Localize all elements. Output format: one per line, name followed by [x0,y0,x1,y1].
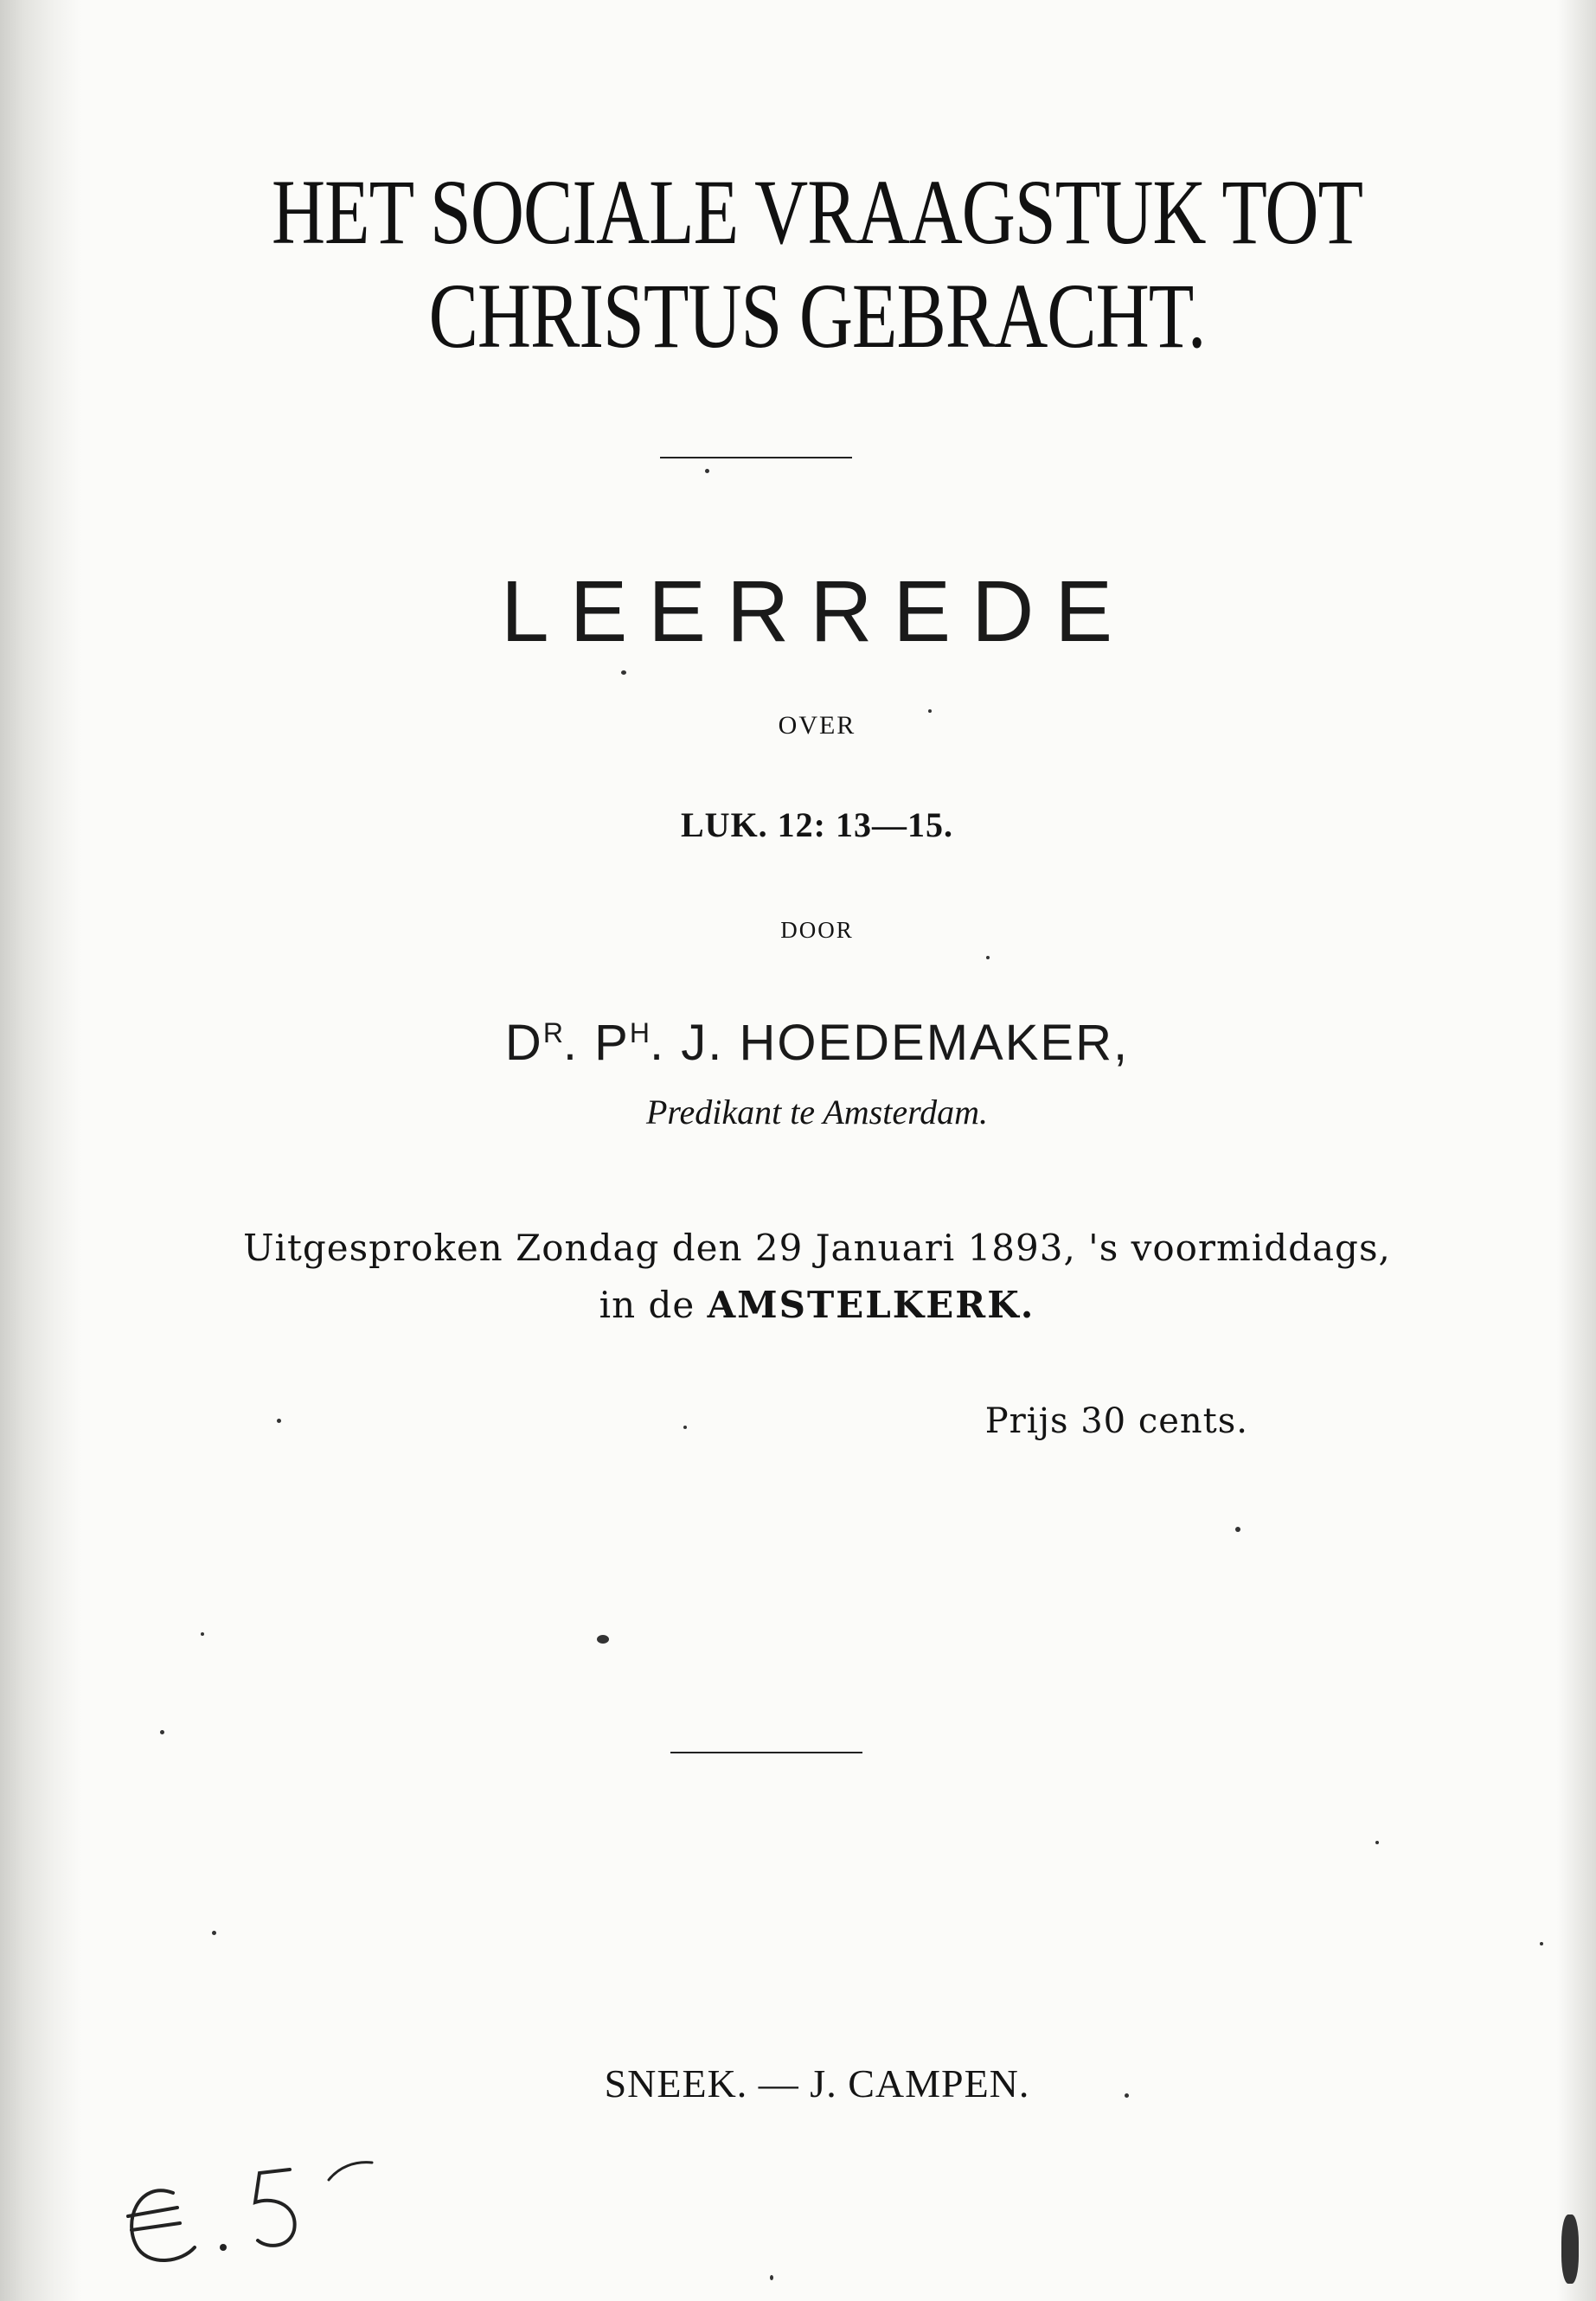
occasion-line-1: Uitgesproken Zondag den 29 Januari 1893, 's voormiddags, [243,1227,1391,1269]
scripture-reference: LUK. 12: 13—15. [681,805,953,844]
ink-speck [621,670,626,675]
ink-speck [277,1419,281,1423]
occasion-church: AMSTELKERK. [707,1284,1035,1326]
book-title-line-2: CHRISTUS GEBRACHT. [428,263,1206,368]
handwritten-price-mark [112,2145,398,2284]
ink-smudge [1561,2214,1579,2284]
author-name [19,1014,1596,1072]
over-label: OVER [778,711,856,740]
price-label: Prijs 30 cents. [984,1401,1248,1441]
ink-speck [1125,2093,1129,2098]
ink-speck [928,709,932,713]
divider-rule-bottom [670,1752,862,1753]
ink-speck [986,956,990,959]
ink-speck [683,1426,687,1429]
book-title-line-1: HET SOCIALE VRAAGSTUK TOT [271,159,1363,264]
publisher-imprint: SNEEK. — J. CAMPEN. [604,2061,1030,2106]
ink-speck [770,2275,773,2280]
ink-speck [160,1730,164,1734]
ink-speck [1375,1841,1379,1844]
ink-speck [212,1931,216,1935]
author-surname: J. HOEDEMAKER, [681,1015,1130,1071]
divider-rule-top [660,457,852,458]
occasion-line-2 [19,1284,1596,1326]
author-title-dr: $D^R$. [504,1015,580,1071]
ink-speck [705,469,709,473]
author-title-ph: $P^H$. [594,1015,666,1071]
ink-speck [1235,1527,1240,1532]
occasion-prefix: in de [599,1284,695,1326]
author-role: Predikant te Amsterdam. [645,1093,989,1131]
door-label: DOOR [780,917,854,943]
ink-speck [597,1635,609,1644]
genre-heading: LEERREDE [500,563,1134,660]
ink-speck [1540,1942,1543,1945]
ink-speck [201,1632,204,1636]
